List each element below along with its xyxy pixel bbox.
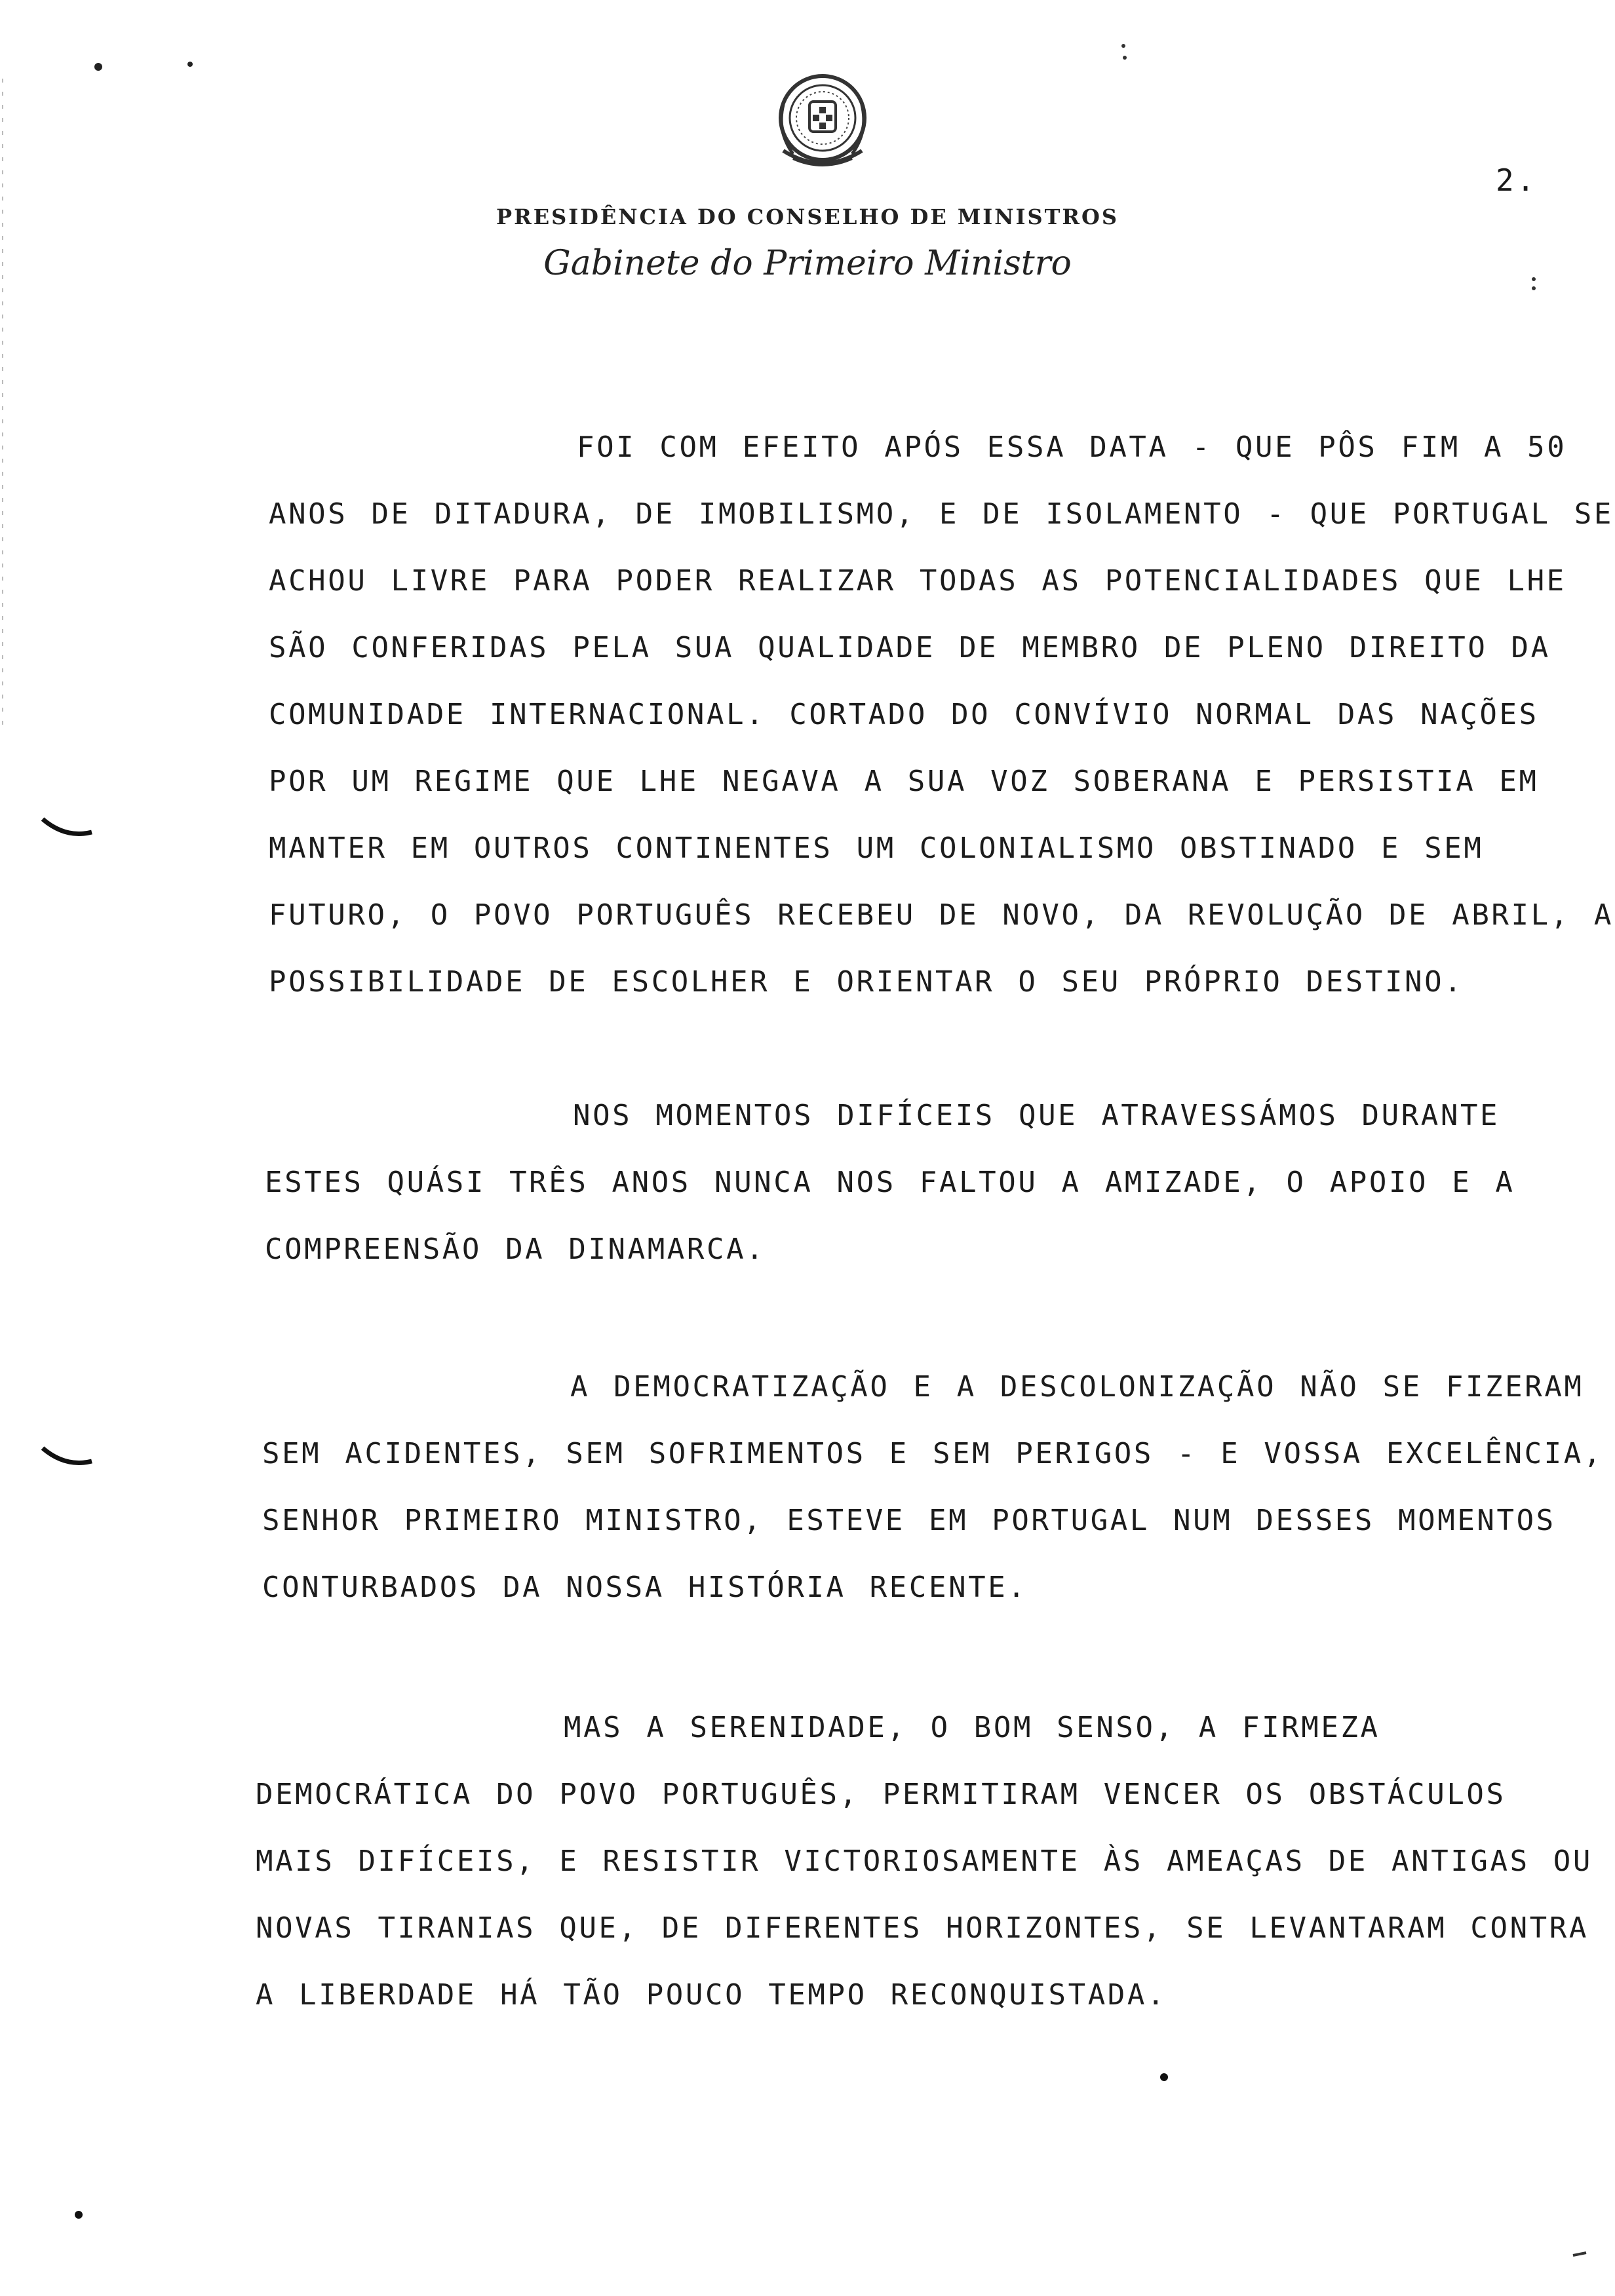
portuguese-coat-of-arms-seal-icon	[767, 66, 878, 177]
scan-speck	[72, 2208, 85, 2221]
scan-speck	[90, 58, 117, 77]
scan-speck	[1114, 39, 1134, 66]
scan-speck	[1527, 274, 1540, 294]
body-paragraph-4: MAS A SERENIDADE, O BOM SENSO, A FIRMEZA DEMOCRÁTICA DO POVO PORTUGUÊS, PERMITIRAM VENCER OS OBSTÁCULOS MAIS DIFÍCEIS, E RESISTIR VICTORIOSAMENTE ÀS AMEAÇAS DE ANTIGAS OU NOVAS TIRANIAS QUE, DE DIFERENTES HORIZONTES, SE LEVANTARAM CONTRA A LIBERDADE HÁ TÃO POUCO TEMPO RECONQUISTADA.	[256, 1711, 1593, 2012]
body-paragraph-1: FOI COM EFEITO APÓS ESSA DATA - QUE PÔS FIM A 50 ANOS DE DITADURA, DE IMOBILISMO, E DE ISOLAMENTO - QUE PORTUGAL SE ACHOU LIVRE PARA PODER REALIZAR TODAS AS POTENCIALIDADES QUE LHE SÃO CONFERIDAS PELA SUA QUALIDADE DE MEMBRO DE PLENO DIREITO DA COMUNIDADE INTERNACIONAL. CORTADO DO CONVÍVIO NORMAL DAS NAÇÕES POR UM REGIME QUE LHE NEGAVA A SUA VOZ SOBERANA E PERSISTIA EM MANTER EM OUTROS CONTINENTES UM COLONIALISMO OBSTINADO E SEM FUTURO, O POVO PORTUGUÊS RECEBEU DE NOVO, DA REVOLUÇÃO DE ABRIL, A POSSIBILIDADE DE ESCOLHER E ORIENTAR O SEU PRÓPRIO DESTINO.	[269, 430, 1614, 999]
punch-hole-mark-upper	[39, 813, 98, 845]
letterhead-institution: PRESIDÊNCIA DO CONSELHO DE MINISTROS	[496, 204, 1119, 229]
punch-hole-mark-lower	[39, 1442, 98, 1474]
scan-edge-shadow	[0, 79, 5, 734]
scan-speck	[1570, 2248, 1590, 2261]
scan-speck	[184, 58, 197, 71]
body-paragraph-2: NOS MOMENTOS DIFÍCEIS QUE ATRAVESSÁMOS DURANTE ESTES QUÁSI TRÊS ANOS NUNCA NOS FALTOU A AMIZADE, O APOIO E A COMPREENSÃO DA DINAMARCA.	[265, 1099, 1515, 1266]
letterhead-office: Gabinete do Primeiro Ministro	[543, 244, 1072, 283]
body-paragraph-3: A DEMOCRATIZAÇÃO E A DESCOLONIZAÇÃO NÃO SE FIZERAM SEM ACIDENTES, SEM SOFRIMENTOS E SEM PERIGOS - E VOSSA EXCELÊNCIA, SENHOR PRIMEIRO MINISTRO, ESTEVE EM PORTUGAL NUM DESSES MOMENTOS CONTURBADOS DA NOSSA HISTÓRIA RECENTE.	[262, 1370, 1603, 1604]
scan-speck	[1158, 2071, 1171, 2084]
page-number: 2.	[1496, 163, 1538, 198]
